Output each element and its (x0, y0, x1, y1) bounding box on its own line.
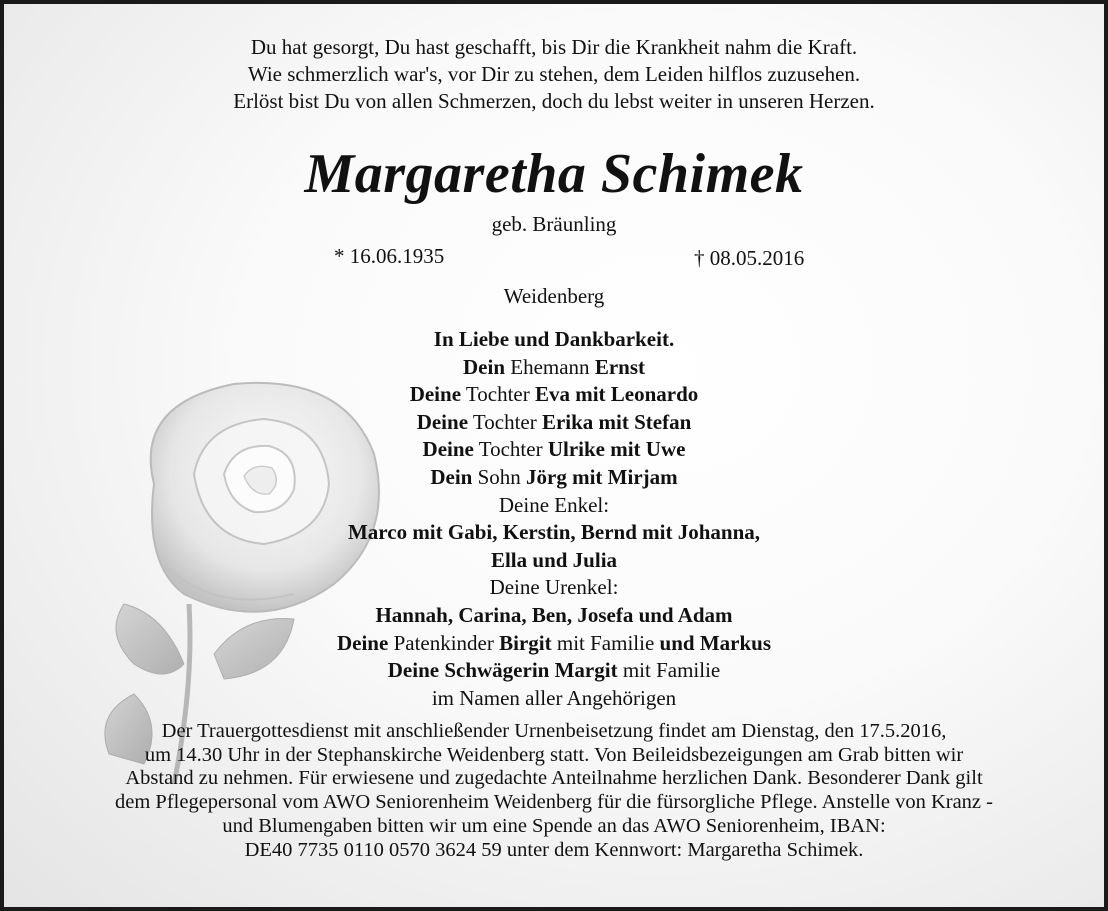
enkel-names: Marco mit Gabi, Kerstin, Bernd mit Johanna, (347, 520, 761, 545)
service-line: um 14.30 Uhr in der Stephanskirche Weidenberg statt. Von Beileidsbezeigungen am Grab bitten wir (144, 743, 964, 766)
enkel-names: Ella und Julia (490, 547, 618, 572)
service-line: Abstand zu nehmen. Für erwiesene und zugedachte Anteilnahme herzlichen Dank. Besonderer Dank gilt (125, 767, 983, 790)
family-line: Dein Ehemann Ernst (463, 354, 645, 379)
service-line: und Blumengaben bitten wir um eine Spende an das AWO Seniorenheim, IBAN: (222, 814, 886, 837)
family-line: Deine Tochter Erika mit Stefan (416, 409, 692, 434)
service-line: Der Trauergottesdienst mit anschließender Urnenbeisetzung findet am Dienstag, den 17.5.2016, (161, 720, 947, 742)
family-line: Deine Schwägerin Margit mit Familie (387, 658, 721, 683)
poem-line: Du hat gesorgt, Du hast geschafft, bis Dir die Krankheit nahm die Kraft. (250, 35, 858, 59)
family-closing: im Namen aller Angehörigen (431, 685, 677, 710)
service-line: DE40 7735 0110 0570 3624 59 unter dem Kennwort: Margaretha Schimek. (244, 838, 864, 861)
death-date: † 08.05.2016 (694, 246, 805, 270)
urenkel-names: Hannah, Carina, Ben, Josefa und Adam (375, 602, 733, 627)
maiden-name: geb. Bräunling (491, 212, 617, 236)
place: Weidenberg (503, 284, 605, 308)
service-info (4, 720, 1104, 862)
urenkel-label: Deine Urenkel: (489, 575, 619, 600)
service-line: dem Pflegepersonal vom AWO Seniorenheim Weidenberg für die fürsorgliche Pflege. Anstelle von Kranz - (115, 791, 993, 814)
family-line: Deine Patenkinder Birgit mit Familie und Markus (336, 630, 772, 655)
deceased-name: Margaretha Schimek (304, 143, 804, 205)
poem (4, 34, 1104, 115)
family-line: Dein Sohn Jörg mit Mirjam (430, 464, 678, 489)
poem-line: Wie schmerzlich war's, vor Dir zu stehen, dem Leiden hilflos zuzusehen. (247, 62, 861, 86)
birth-date: * 16.06.1935 (334, 244, 445, 268)
family-intro: In Liebe und Dankbarkeit. (433, 327, 675, 351)
poem-line: Erlöst bist Du von allen Schmerzen, doch du lebst weiter in unseren Herzen. (233, 89, 875, 113)
family-line: Deine Tochter Eva mit Leonardo (409, 382, 699, 407)
enkel-label: Deine Enkel: (498, 492, 610, 517)
family-list (4, 326, 1104, 712)
family-line: Deine Tochter Ulrike mit Uwe (422, 437, 686, 462)
